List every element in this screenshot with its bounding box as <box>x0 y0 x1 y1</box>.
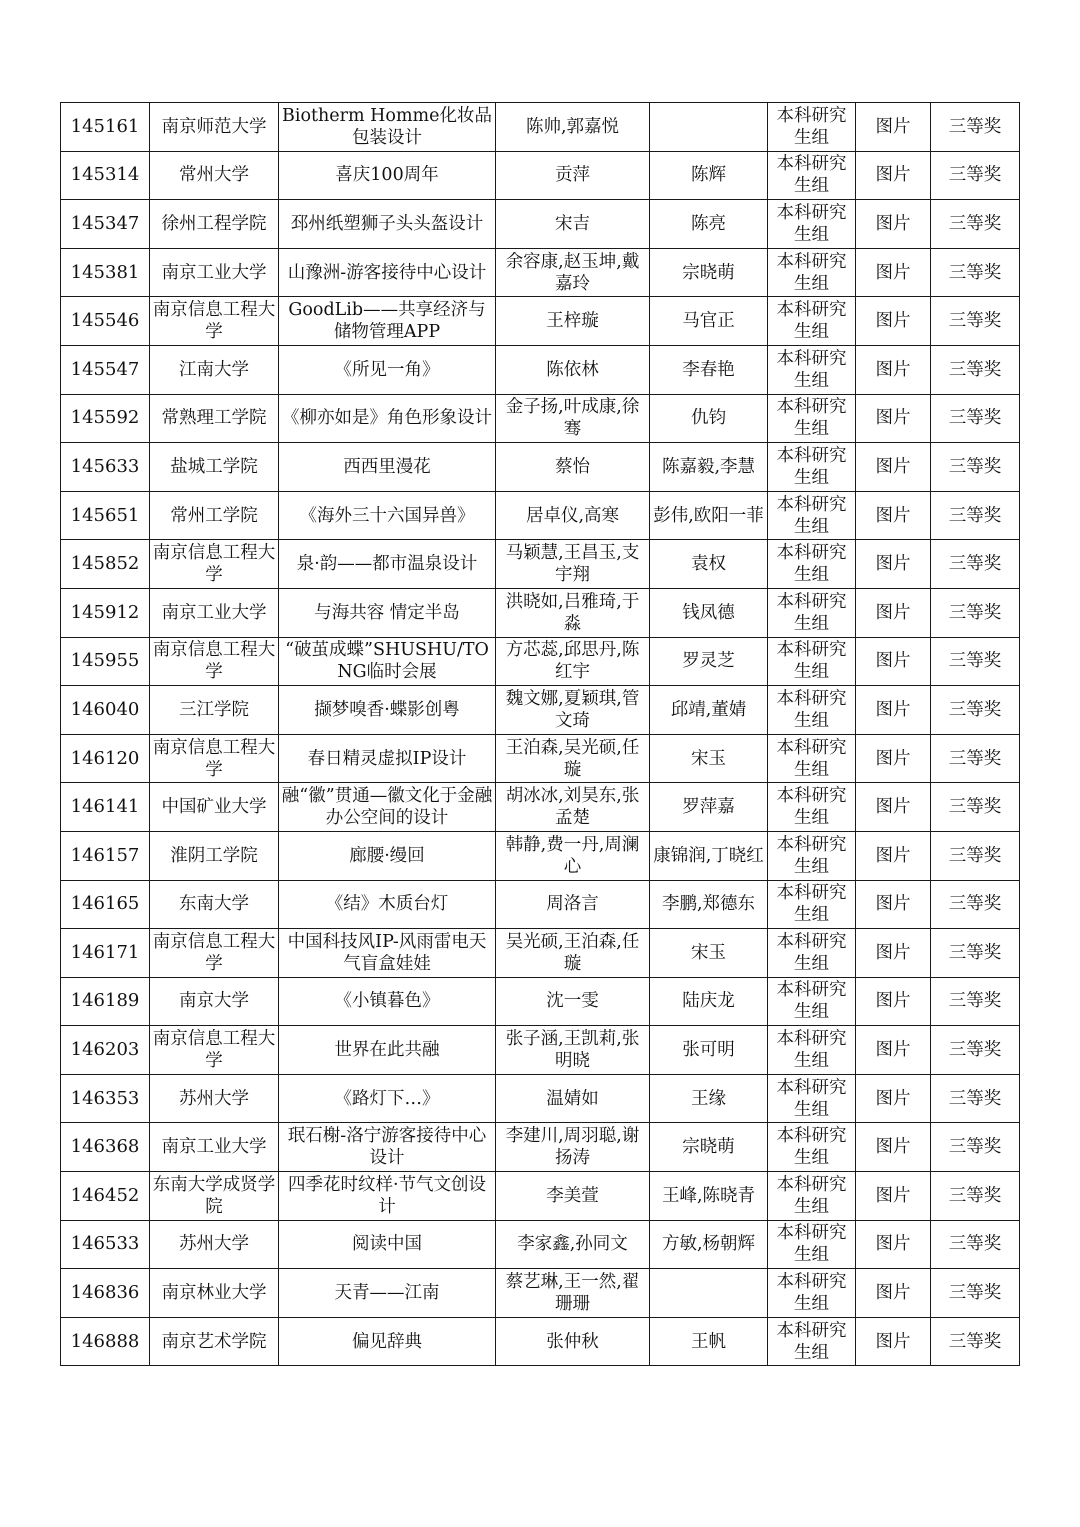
work-title-cell: 廊腰·缦回 <box>279 831 496 880</box>
table-row <box>61 977 1020 1026</box>
authors-cell: 张仲秋 <box>496 1317 650 1366</box>
table-row <box>61 1074 1020 1123</box>
group-cell: 本科研究生组 <box>768 588 856 637</box>
table-row <box>61 345 1020 394</box>
table-row <box>61 734 1020 783</box>
group-cell: 本科研究生组 <box>768 734 856 783</box>
advisor-cell: 陆庆龙 <box>650 977 768 1026</box>
group-cell: 本科研究生组 <box>768 394 856 443</box>
advisor-cell: 陈辉 <box>650 151 768 200</box>
group-cell: 本科研究生组 <box>768 491 856 540</box>
entry-id-cell: 145546 <box>61 297 150 346</box>
entry-id-cell: 145314 <box>61 151 150 200</box>
entry-id-cell: 146452 <box>61 1172 150 1221</box>
category-cell: 图片 <box>856 686 931 735</box>
group-cell: 本科研究生组 <box>768 831 856 880</box>
category-cell: 图片 <box>856 588 931 637</box>
table-row <box>61 929 1020 978</box>
work-title-cell: GoodLib——共享经济与储物管理APP <box>279 297 496 346</box>
award-cell: 三等奖 <box>931 1172 1020 1221</box>
award-cell: 三等奖 <box>931 200 1020 249</box>
group-cell: 本科研究生组 <box>768 1172 856 1221</box>
category-cell: 图片 <box>856 734 931 783</box>
authors-cell: 方芯蕊,邱思丹,陈红宇 <box>496 637 650 686</box>
authors-cell: 贡萍 <box>496 151 650 200</box>
entry-id-cell: 145651 <box>61 491 150 540</box>
advisor-cell: 邱靖,董婧 <box>650 686 768 735</box>
entry-id-cell: 145633 <box>61 443 150 492</box>
table-row <box>61 686 1020 735</box>
entry-id-cell: 145547 <box>61 345 150 394</box>
school-cell: 盐城工学院 <box>150 443 279 492</box>
group-cell: 本科研究生组 <box>768 929 856 978</box>
category-cell: 图片 <box>856 248 931 297</box>
award-cell: 三等奖 <box>931 1074 1020 1123</box>
category-cell: 图片 <box>856 1026 931 1075</box>
school-cell: 常熟理工学院 <box>150 394 279 443</box>
entry-id-cell: 146165 <box>61 880 150 929</box>
category-cell: 图片 <box>856 394 931 443</box>
advisor-cell: 宗晓萌 <box>650 248 768 297</box>
entry-id-cell: 145161 <box>61 103 150 152</box>
work-title-cell: 西西里漫花 <box>279 443 496 492</box>
award-cell: 三等奖 <box>931 1317 1020 1366</box>
group-cell: 本科研究生组 <box>768 1026 856 1075</box>
work-title-cell: 中国科技风IP-风雨雷电天气盲盒娃娃 <box>279 929 496 978</box>
advisor-cell: 王缘 <box>650 1074 768 1123</box>
advisor-cell: 宗晓萌 <box>650 1123 768 1172</box>
award-cell: 三等奖 <box>931 783 1020 832</box>
table-row <box>61 1317 1020 1366</box>
authors-cell: 张子涵,王凯莉,张明晓 <box>496 1026 650 1075</box>
category-cell: 图片 <box>856 297 931 346</box>
advisor-cell: 李鹏,郑德东 <box>650 880 768 929</box>
category-cell: 图片 <box>856 1074 931 1123</box>
entry-id-cell: 146141 <box>61 783 150 832</box>
school-cell: 南京艺术学院 <box>150 1317 279 1366</box>
category-cell: 图片 <box>856 151 931 200</box>
group-cell: 本科研究生组 <box>768 540 856 589</box>
work-title-cell: 邳州纸塑狮子头头盔设计 <box>279 200 496 249</box>
advisor-cell: 袁权 <box>650 540 768 589</box>
table-row <box>61 540 1020 589</box>
entry-id-cell: 146888 <box>61 1317 150 1366</box>
table-row <box>61 1123 1020 1172</box>
group-cell: 本科研究生组 <box>768 1220 856 1269</box>
work-title-cell: 《所见一角》 <box>279 345 496 394</box>
entry-id-cell: 146353 <box>61 1074 150 1123</box>
award-cell: 三等奖 <box>931 831 1020 880</box>
group-cell: 本科研究生组 <box>768 1123 856 1172</box>
advisor-cell: 王峰,陈晓青 <box>650 1172 768 1221</box>
authors-cell: 李美萱 <box>496 1172 650 1221</box>
group-cell: 本科研究生组 <box>768 151 856 200</box>
work-title-cell: 《结》木质台灯 <box>279 880 496 929</box>
work-title-cell: 世界在此共融 <box>279 1026 496 1075</box>
advisor-cell: 陈亮 <box>650 200 768 249</box>
award-cell: 三等奖 <box>931 345 1020 394</box>
entry-id-cell: 146533 <box>61 1220 150 1269</box>
authors-cell: 金子扬,叶成康,徐骞 <box>496 394 650 443</box>
work-title-cell: 《路灯下…》 <box>279 1074 496 1123</box>
school-cell: 南京信息工程大学 <box>150 929 279 978</box>
advisor-cell: 张可明 <box>650 1026 768 1075</box>
table-row <box>61 248 1020 297</box>
school-cell: 南京信息工程大学 <box>150 540 279 589</box>
category-cell: 图片 <box>856 1269 931 1318</box>
authors-cell: 李建川,周羽聪,谢扬涛 <box>496 1123 650 1172</box>
advisor-cell <box>650 1269 768 1318</box>
category-cell: 图片 <box>856 1220 931 1269</box>
category-cell: 图片 <box>856 1172 931 1221</box>
authors-cell: 陈帅,郭嘉悦 <box>496 103 650 152</box>
group-cell: 本科研究生组 <box>768 297 856 346</box>
school-cell: 南京信息工程大学 <box>150 1026 279 1075</box>
school-cell: 南京信息工程大学 <box>150 637 279 686</box>
award-cell: 三等奖 <box>931 394 1020 443</box>
award-cell: 三等奖 <box>931 540 1020 589</box>
category-cell: 图片 <box>856 443 931 492</box>
authors-cell: 余容康,赵玉坤,戴嘉玲 <box>496 248 650 297</box>
category-cell: 图片 <box>856 1317 931 1366</box>
entry-id-cell: 145592 <box>61 394 150 443</box>
school-cell: 东南大学成贤学院 <box>150 1172 279 1221</box>
authors-cell: 李家鑫,孙同文 <box>496 1220 650 1269</box>
school-cell: 南京信息工程大学 <box>150 734 279 783</box>
table-row <box>61 1220 1020 1269</box>
award-cell: 三等奖 <box>931 977 1020 1026</box>
work-title-cell: 《海外三十六国异兽》 <box>279 491 496 540</box>
work-title-cell: 撷梦嗅香·蝶影创粤 <box>279 686 496 735</box>
entry-id-cell: 146203 <box>61 1026 150 1075</box>
entry-id-cell: 145852 <box>61 540 150 589</box>
award-cell: 三等奖 <box>931 637 1020 686</box>
award-table <box>60 102 1020 1366</box>
category-cell: 图片 <box>856 929 931 978</box>
work-title-cell: 阅读中国 <box>279 1220 496 1269</box>
work-title-cell: 泉·韵——都市温泉设计 <box>279 540 496 589</box>
advisor-cell: 康锦润,丁晓红 <box>650 831 768 880</box>
award-cell: 三等奖 <box>931 491 1020 540</box>
table-row <box>61 1172 1020 1221</box>
school-cell: 南京工业大学 <box>150 588 279 637</box>
award-cell: 三等奖 <box>931 686 1020 735</box>
category-cell: 图片 <box>856 977 931 1026</box>
entry-id-cell: 146040 <box>61 686 150 735</box>
authors-cell: 蔡艺琳,王一然,翟珊珊 <box>496 1269 650 1318</box>
category-cell: 图片 <box>856 831 931 880</box>
advisor-cell: 钱凤德 <box>650 588 768 637</box>
award-cell: 三等奖 <box>931 929 1020 978</box>
advisor-cell: 方敏,杨朝辉 <box>650 1220 768 1269</box>
advisor-cell: 宋玉 <box>650 929 768 978</box>
authors-cell: 陈依林 <box>496 345 650 394</box>
advisor-cell: 罗萍嘉 <box>650 783 768 832</box>
table-row <box>61 103 1020 152</box>
table-row <box>61 491 1020 540</box>
group-cell: 本科研究生组 <box>768 977 856 1026</box>
category-cell: 图片 <box>856 200 931 249</box>
work-title-cell: 天青——江南 <box>279 1269 496 1318</box>
authors-cell: 韩静,费一丹,周澜心 <box>496 831 650 880</box>
authors-cell: 马颖慧,王昌玉,支宇翔 <box>496 540 650 589</box>
table-body <box>61 103 1020 1366</box>
entry-id-cell: 145912 <box>61 588 150 637</box>
table-row <box>61 637 1020 686</box>
award-cell: 三等奖 <box>931 734 1020 783</box>
award-cell: 三等奖 <box>931 103 1020 152</box>
advisor-cell: 马官正 <box>650 297 768 346</box>
group-cell: 本科研究生组 <box>768 248 856 297</box>
entry-id-cell: 146368 <box>61 1123 150 1172</box>
authors-cell: 洪晓如,吕雅琦,于淼 <box>496 588 650 637</box>
category-cell: 图片 <box>856 103 931 152</box>
school-cell: 南京大学 <box>150 977 279 1026</box>
work-title-cell: 春日精灵虚拟IP设计 <box>279 734 496 783</box>
work-title-cell: “破茧成蝶”SHUSHU/TONG临时会展 <box>279 637 496 686</box>
authors-cell: 魏文娜,夏颖琪,管文琦 <box>496 686 650 735</box>
school-cell: 常州大学 <box>150 151 279 200</box>
school-cell: 苏州大学 <box>150 1074 279 1123</box>
entry-id-cell: 146120 <box>61 734 150 783</box>
school-cell: 南京信息工程大学 <box>150 297 279 346</box>
school-cell: 苏州大学 <box>150 1220 279 1269</box>
table-row <box>61 831 1020 880</box>
school-cell: 南京工业大学 <box>150 1123 279 1172</box>
category-cell: 图片 <box>856 540 931 589</box>
work-title-cell: 山豫洲-游客接待中心设计 <box>279 248 496 297</box>
school-cell: 江南大学 <box>150 345 279 394</box>
category-cell: 图片 <box>856 783 931 832</box>
table-row <box>61 200 1020 249</box>
authors-cell: 蔡怡 <box>496 443 650 492</box>
category-cell: 图片 <box>856 880 931 929</box>
award-cell: 三等奖 <box>931 151 1020 200</box>
award-cell: 三等奖 <box>931 880 1020 929</box>
authors-cell: 周洛言 <box>496 880 650 929</box>
entry-id-cell: 146836 <box>61 1269 150 1318</box>
table-row <box>61 151 1020 200</box>
school-cell: 南京工业大学 <box>150 248 279 297</box>
table-row <box>61 1026 1020 1075</box>
group-cell: 本科研究生组 <box>768 1317 856 1366</box>
entry-id-cell: 146171 <box>61 929 150 978</box>
authors-cell: 胡冰冰,刘昊东,张孟楚 <box>496 783 650 832</box>
group-cell: 本科研究生组 <box>768 443 856 492</box>
advisor-cell <box>650 103 768 152</box>
advisor-cell: 陈嘉毅,李慧 <box>650 443 768 492</box>
school-cell: 南京林业大学 <box>150 1269 279 1318</box>
work-title-cell: 四季花时纹样·节气文创设计 <box>279 1172 496 1221</box>
table-row <box>61 880 1020 929</box>
table-row <box>61 1269 1020 1318</box>
school-cell: 南京师范大学 <box>150 103 279 152</box>
advisor-cell: 罗灵芝 <box>650 637 768 686</box>
school-cell: 常州工学院 <box>150 491 279 540</box>
advisor-cell: 王帆 <box>650 1317 768 1366</box>
work-title-cell: 与海共容 情定半岛 <box>279 588 496 637</box>
group-cell: 本科研究生组 <box>768 200 856 249</box>
group-cell: 本科研究生组 <box>768 783 856 832</box>
group-cell: 本科研究生组 <box>768 345 856 394</box>
category-cell: 图片 <box>856 345 931 394</box>
table-row <box>61 443 1020 492</box>
group-cell: 本科研究生组 <box>768 1269 856 1318</box>
category-cell: 图片 <box>856 491 931 540</box>
authors-cell: 王梓璇 <box>496 297 650 346</box>
work-title-cell: 《小镇暮色》 <box>279 977 496 1026</box>
work-title-cell: Biotherm Homme化妆品包装设计 <box>279 103 496 152</box>
work-title-cell: 《柳亦如是》角色形象设计 <box>279 394 496 443</box>
advisor-cell: 彭伟,欧阳一菲 <box>650 491 768 540</box>
table-row <box>61 394 1020 443</box>
authors-cell: 吴光硕,王泊森,任璇 <box>496 929 650 978</box>
authors-cell: 沈一雯 <box>496 977 650 1026</box>
school-cell: 东南大学 <box>150 880 279 929</box>
award-cell: 三等奖 <box>931 297 1020 346</box>
entry-id-cell: 145347 <box>61 200 150 249</box>
group-cell: 本科研究生组 <box>768 103 856 152</box>
table-row <box>61 783 1020 832</box>
group-cell: 本科研究生组 <box>768 686 856 735</box>
award-cell: 三等奖 <box>931 1026 1020 1075</box>
category-cell: 图片 <box>856 637 931 686</box>
work-title-cell: 融“徽”贯通—徽文化于金融办公空间的设计 <box>279 783 496 832</box>
school-cell: 中国矿业大学 <box>150 783 279 832</box>
authors-cell: 王泊森,吴光硕,任璇 <box>496 734 650 783</box>
school-cell: 淮阴工学院 <box>150 831 279 880</box>
award-cell: 三等奖 <box>931 443 1020 492</box>
work-title-cell: 偏见辞典 <box>279 1317 496 1366</box>
advisor-cell: 仇钧 <box>650 394 768 443</box>
work-title-cell: 喜庆100周年 <box>279 151 496 200</box>
group-cell: 本科研究生组 <box>768 880 856 929</box>
table-row <box>61 297 1020 346</box>
work-title-cell: 珉石榭-洛宁游客接待中心设计 <box>279 1123 496 1172</box>
entry-id-cell: 146189 <box>61 977 150 1026</box>
entry-id-cell: 145955 <box>61 637 150 686</box>
award-cell: 三等奖 <box>931 1269 1020 1318</box>
school-cell: 徐州工程学院 <box>150 200 279 249</box>
school-cell: 三江学院 <box>150 686 279 735</box>
category-cell: 图片 <box>856 1123 931 1172</box>
group-cell: 本科研究生组 <box>768 1074 856 1123</box>
award-cell: 三等奖 <box>931 1220 1020 1269</box>
award-cell: 三等奖 <box>931 248 1020 297</box>
award-cell: 三等奖 <box>931 1123 1020 1172</box>
advisor-cell: 宋玉 <box>650 734 768 783</box>
advisor-cell: 李春艳 <box>650 345 768 394</box>
entry-id-cell: 145381 <box>61 248 150 297</box>
authors-cell: 居卓仪,高寒 <box>496 491 650 540</box>
authors-cell: 温婧如 <box>496 1074 650 1123</box>
authors-cell: 宋吉 <box>496 200 650 249</box>
group-cell: 本科研究生组 <box>768 637 856 686</box>
award-cell: 三等奖 <box>931 588 1020 637</box>
entry-id-cell: 146157 <box>61 831 150 880</box>
table-row <box>61 588 1020 637</box>
